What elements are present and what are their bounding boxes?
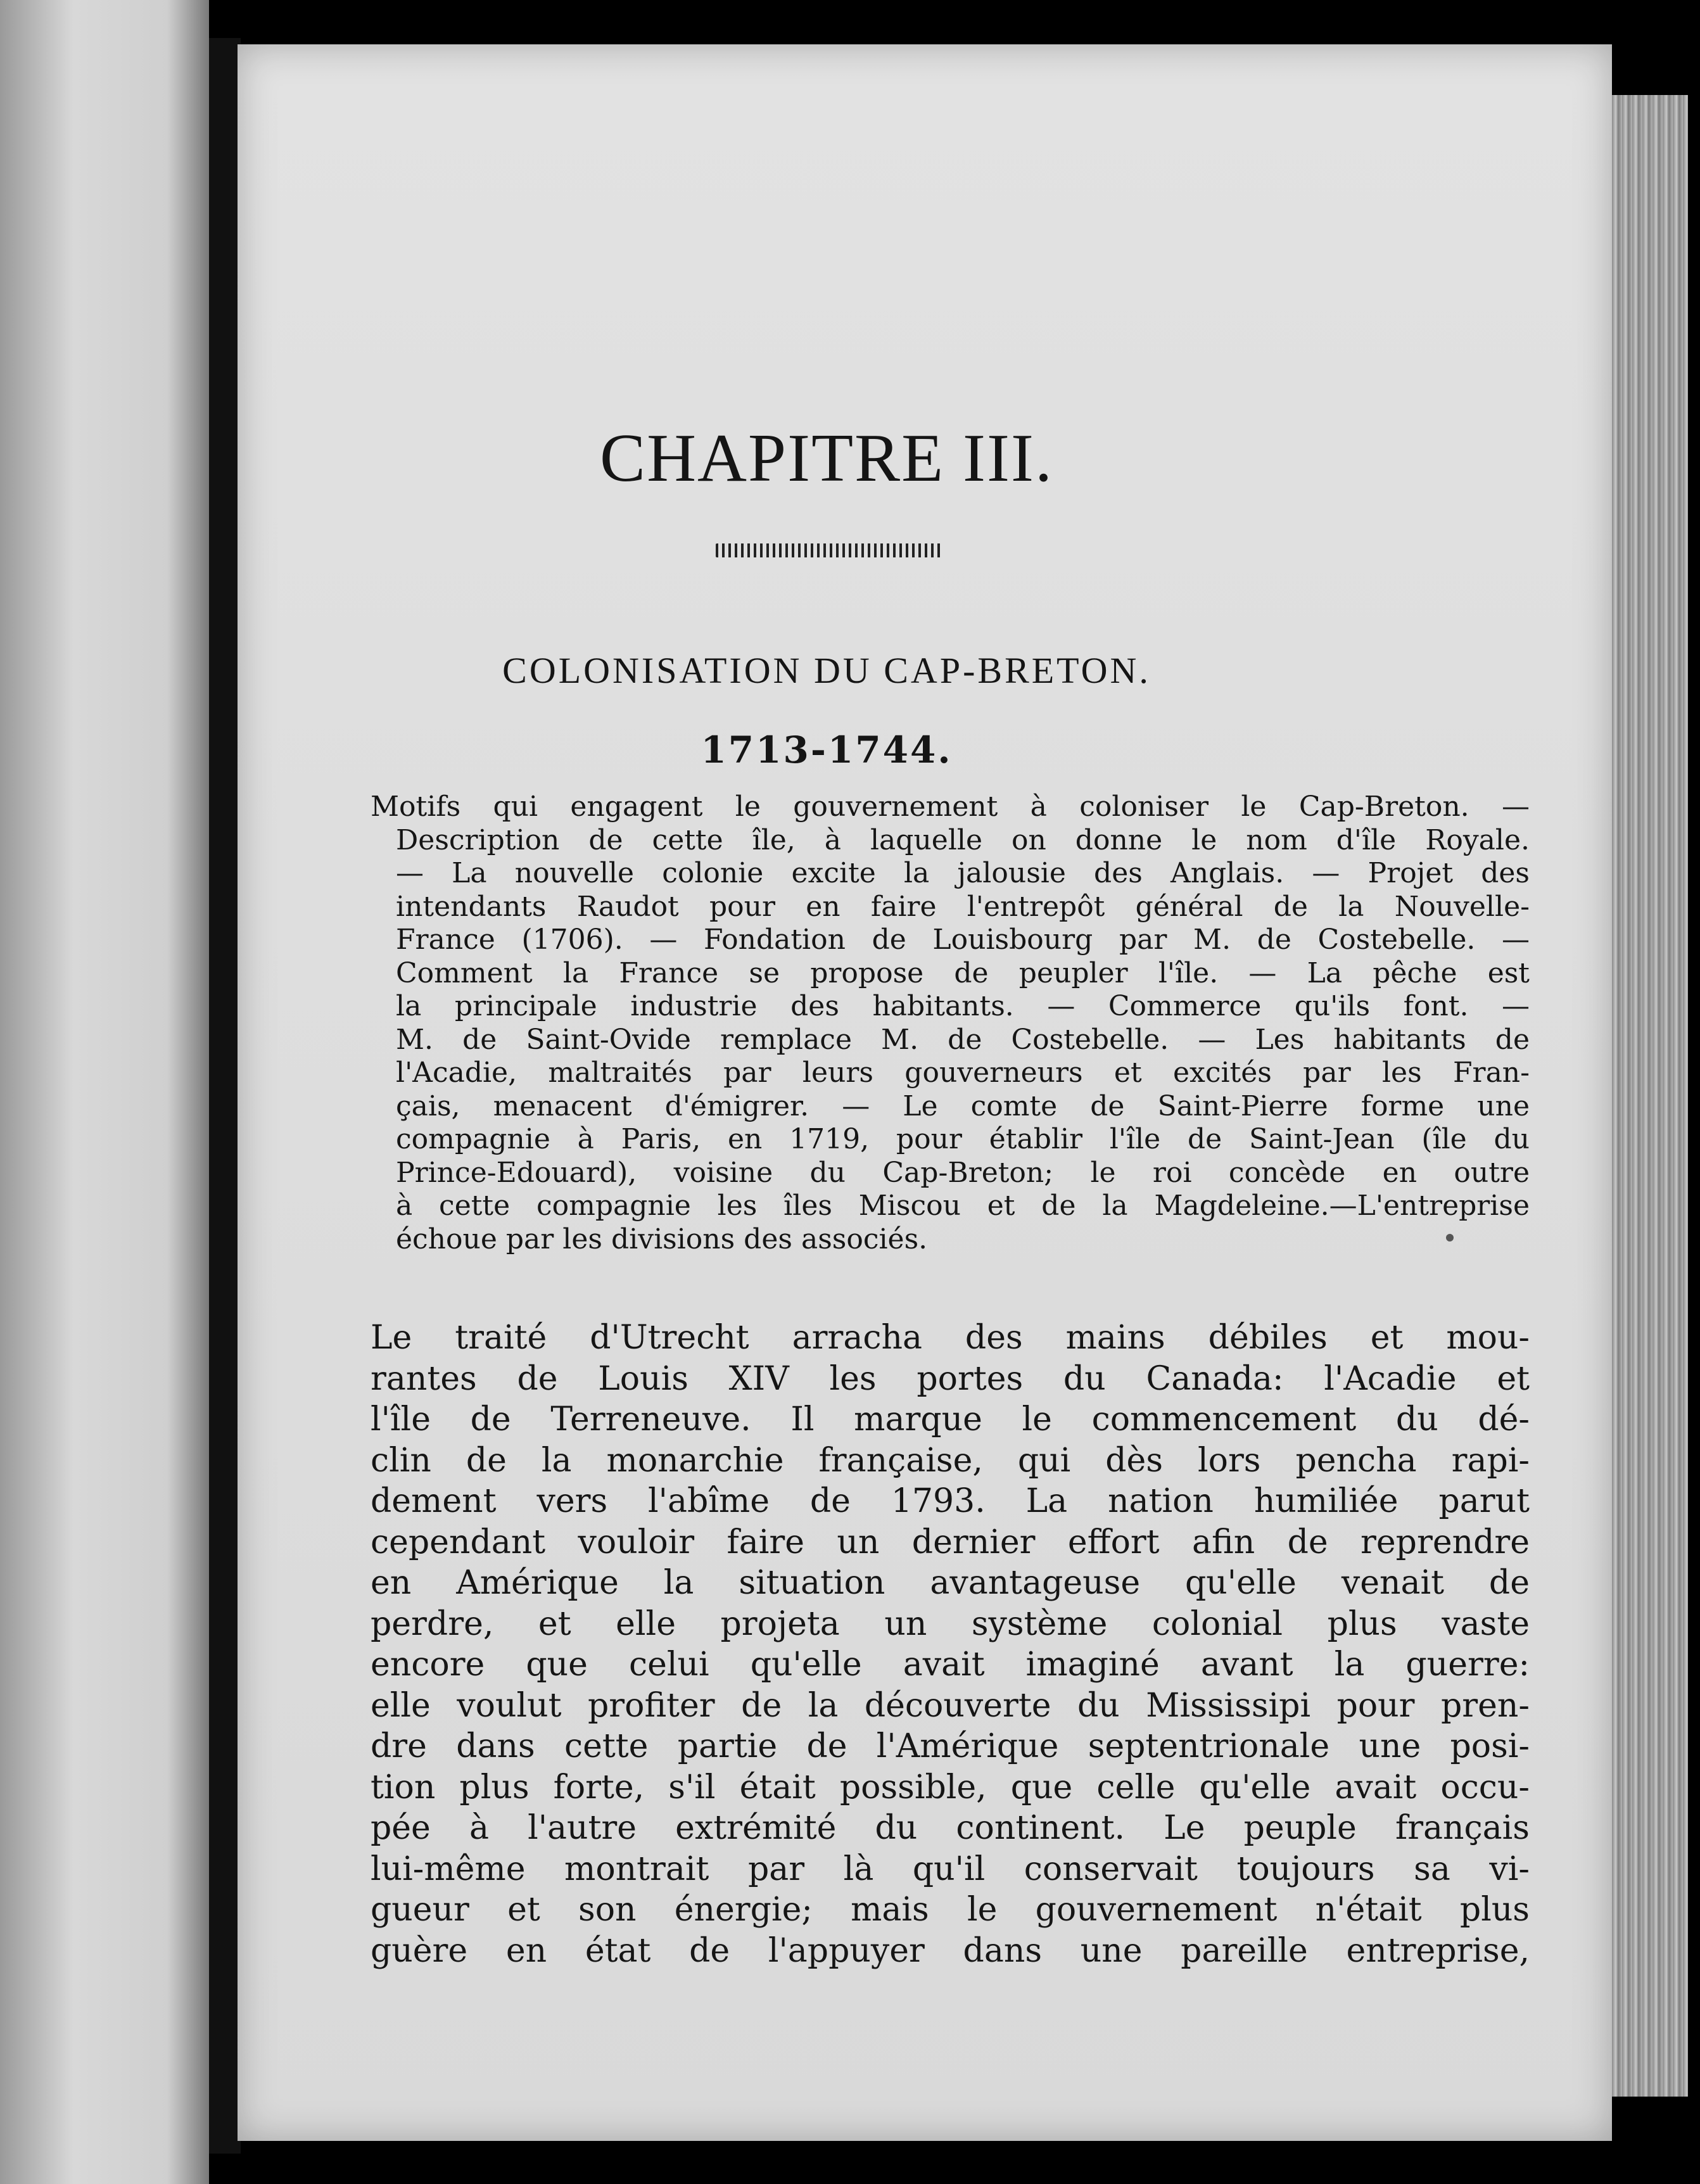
summary-line: compagnie à Paris, en 1719, pour établir l'île de Saint-Jean (île du	[396, 1123, 1530, 1155]
summary-line: intendants Raudot pour en faire l'entrepôt général de la Nouvelle-	[396, 890, 1530, 923]
body-paragraph	[371, 1317, 1530, 1971]
body-line: l'île de Terreneuve. Il marque le commencement du dé-	[371, 1400, 1530, 1438]
chapter-summary	[371, 790, 1530, 1256]
paper-speck	[1446, 1234, 1454, 1241]
summary-line: Comment la France se propose de peupler l'île. — La pêche est	[396, 956, 1530, 989]
chapter-title: CHAPITRE III.	[600, 421, 1053, 496]
body-line: dement vers l'abîme de 1793. La nation humiliée parut	[371, 1482, 1530, 1520]
body-line: en Amérique la situation avantageuse qu'elle venait de	[371, 1564, 1530, 1602]
left-page-edge	[0, 0, 209, 2184]
summary-line: échoue par les divisions des associés.	[396, 1222, 928, 1255]
body-line: pée à l'autre extrémité du continent. Le peuple français	[371, 1809, 1530, 1847]
book-gutter	[209, 38, 241, 2154]
body-line: lui-même montrait par là qu'il conservait toujours sa vi-	[371, 1850, 1530, 1888]
summary-line: la principale industrie des habitants. — Commerce qu'ils font. —	[396, 990, 1530, 1022]
body-line: gueur et son énergie; mais le gouvernement n'était plus	[371, 1891, 1530, 1929]
body-line: encore que celui qu'elle avait imaginé avant la guerre:	[371, 1646, 1530, 1684]
summary-line: Description de cette île, à laquelle on donne le nom d'île Royale.	[396, 823, 1530, 856]
summary-line: M. de Saint-Ovide remplace M. de Costebelle. — Les habitants de	[396, 1023, 1530, 1056]
summary-line: çais, menacent d'émigrer. — Le comte de Saint-Pierre forme une	[396, 1089, 1530, 1122]
body-line: dre dans cette partie de l'Amérique septentrionale une posi-	[371, 1727, 1530, 1765]
body-line: clin de la monarchie française, qui dès lors pencha rapi-	[371, 1441, 1530, 1480]
body-line: rantes de Louis XIV les portes du Canada: l'Acadie et	[371, 1359, 1530, 1398]
section-title: COLONISATION DU CAP-BRETON.	[502, 650, 1151, 691]
summary-line: France (1706). — Fondation de Louisbourg par M. de Costebelle. —	[396, 924, 1530, 956]
body-line: cependant vouloir faire un dernier effort afin de reprendre	[371, 1523, 1530, 1561]
summary-line: l'Acadie, maltraités par leurs gouverneurs et excités par les Fran-	[396, 1057, 1530, 1089]
body-line: perdre, et elle projeta un système colonial plus vaste	[371, 1604, 1530, 1643]
body-line: tion plus forte, s'il était possible, que celle qu'elle avait occu-	[371, 1768, 1530, 1806]
book-page	[238, 44, 1612, 2141]
ornament-rule	[716, 543, 944, 557]
summary-line: à cette compagnie les îles Miscou et de la Magdeleine.—L'entreprise	[396, 1190, 1530, 1222]
summary-line: Prince-Edouard), voisine du Cap-Breton; le roi concède en outre	[396, 1156, 1530, 1189]
summary-line: Motifs qui engagent le gouvernement à coloniser le Cap-Breton. —	[371, 790, 1530, 823]
body-line: Le traité d'Utrecht arracha des mains débiles et mou-	[371, 1319, 1530, 1357]
chapter-dates: 1713-1744.	[701, 728, 953, 771]
page-stack-edge	[1612, 95, 1688, 2097]
body-line: elle voulut profiter de la découverte du Mississipi pour pren-	[371, 1686, 1530, 1725]
body-line: guère en état de l'appuyer dans une pareille entreprise,	[371, 1931, 1530, 1970]
summary-line: — La nouvelle colonie excite la jalousie des Anglais. — Projet des	[396, 857, 1530, 889]
